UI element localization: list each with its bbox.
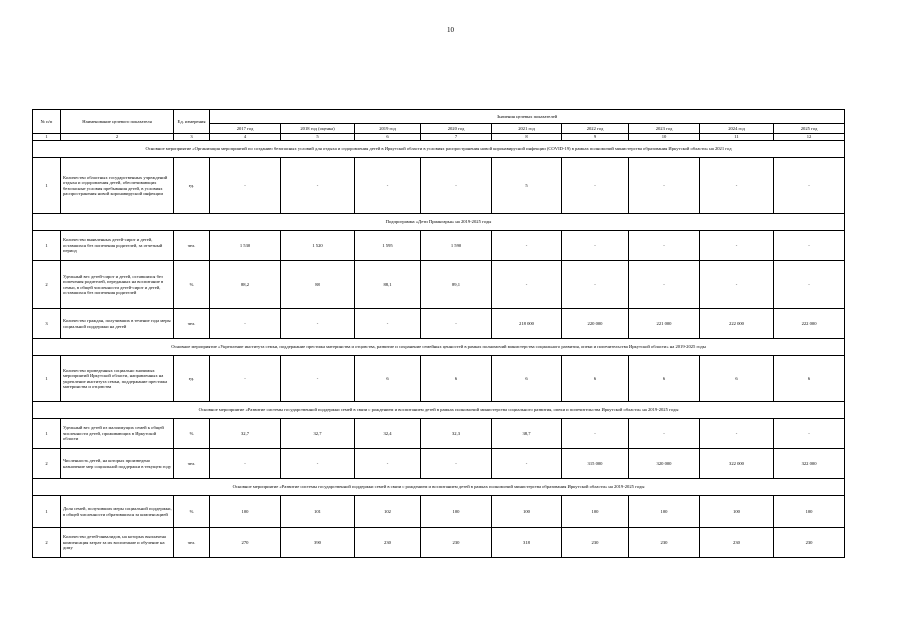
table-row	[33, 419, 845, 449]
value-cell: 320 000	[629, 449, 700, 479]
row-number: 2	[33, 261, 61, 309]
section-row	[33, 141, 845, 158]
column-number: 7	[421, 134, 492, 141]
section-row	[33, 402, 845, 419]
header-row	[33, 110, 845, 124]
value-cell: -	[421, 309, 492, 339]
value-cell: -	[210, 449, 281, 479]
unit-cell: чел.	[174, 449, 210, 479]
value-cell: -	[562, 261, 629, 309]
section-title: Основное мероприятие «Укрепление института семьи, поддержание престижа материнства и отцовства, развитие и сохранение семейных ценностей в рамках полномочий министерства социального развития, опеки и попечительства Иркутской области» на 2019-2025 годы	[33, 339, 845, 356]
column-number: 12	[774, 134, 845, 141]
value-cell: 38,7	[492, 419, 562, 449]
value-cell: 230	[562, 528, 629, 558]
value-cell: -	[774, 419, 845, 449]
column-number: 1	[33, 134, 61, 141]
indicators-table	[32, 109, 845, 558]
value-cell: 100	[421, 496, 492, 528]
column-number: 3	[174, 134, 210, 141]
value-cell: -	[562, 419, 629, 449]
value-cell: 88	[281, 261, 355, 309]
unit-cell: чел.	[174, 528, 210, 558]
section-row	[33, 214, 845, 231]
unit-cell: %	[174, 419, 210, 449]
value-cell: -	[562, 231, 629, 261]
value-cell: 390	[281, 528, 355, 558]
value-cell: 230	[774, 528, 845, 558]
section-row	[33, 479, 845, 496]
value-cell: 270	[210, 528, 281, 558]
column-number: 10	[629, 134, 700, 141]
table-body	[33, 110, 845, 558]
value-cell: 100	[774, 496, 845, 528]
value-cell: 222 000	[700, 309, 774, 339]
indicator-name: Количество детей-инвалидов, на которых выплачена компенсация затрат за их воспитание и обучение на дому	[61, 528, 174, 558]
value-cell: -	[355, 158, 421, 214]
value-cell: 100	[210, 496, 281, 528]
unit-cell: ед.	[174, 356, 210, 402]
indicator-name: Доля семей, получивших меры социальной поддержки, в общей численности обратившихся за компенсацией	[61, 496, 174, 528]
section-title: Основное мероприятие «Развитие системы государственной поддержки семей в связи с рождением и воспитанием детей в рамках полномочий министерства социального развития, опеки и попечительства Иркутской области» на 2019-2025 годы	[33, 402, 845, 419]
value-cell: -	[774, 261, 845, 309]
column-number: 5	[281, 134, 355, 141]
indicator-name: Количество граждан, получивших в течение года меры социальной поддержки на детей	[61, 309, 174, 339]
value-cell: 89,1	[421, 261, 492, 309]
header-year: 2024 год	[700, 124, 774, 134]
value-cell: -	[210, 158, 281, 214]
value-cell: 6	[355, 356, 421, 402]
value-cell: -	[492, 449, 562, 479]
value-cell: -	[700, 158, 774, 214]
value-cell: 102	[355, 496, 421, 528]
value-cell: 218 000	[492, 309, 562, 339]
section-title: Основное мероприятие «Развитие системы государственной поддержки семей в связи с рождением и воспитанием детей в рамках полномочий министерства образования Иркутской области» на 2019-2025 годы	[33, 479, 845, 496]
header-year: 2020 год	[421, 124, 492, 134]
header-year: 2022 год	[562, 124, 629, 134]
value-cell: 222 000	[774, 309, 845, 339]
row-number: 1	[33, 356, 61, 402]
value-cell: -	[629, 261, 700, 309]
value-cell: 100	[562, 496, 629, 528]
value-cell: 322 000	[774, 449, 845, 479]
column-number: 2	[61, 134, 174, 141]
header-year: 2017 год	[210, 124, 281, 134]
column-number: 9	[562, 134, 629, 141]
header-year: 2018 год (оценка)	[281, 124, 355, 134]
header-year: 2021 год	[492, 124, 562, 134]
value-cell: 32,7	[281, 419, 355, 449]
value-cell: -	[281, 356, 355, 402]
section-title: Основное мероприятие «Организация мероприятий по созданию безопасных условий для отдыха и оздоровления детей в Иркутской области в условиях распространения новой коронавирусной инфекции (COVID-19) в рамках полномочий министерства образования Иркутской области» на 2021 год	[33, 141, 845, 158]
column-number: 4	[210, 134, 281, 141]
value-cell: -	[281, 309, 355, 339]
column-number: 6	[355, 134, 421, 141]
unit-cell: ед.	[174, 158, 210, 214]
table-row	[33, 261, 845, 309]
indicator-name: Количество проведенных социально значимых мероприятий Иркутской области, направленных на укрепление института семьи, поддержание престижа материнства и отцовства	[61, 356, 174, 402]
indicator-name: Удельный вес детей из малоимущих семей к общей численности детей, проживающих в Иркутской области	[61, 419, 174, 449]
row-number: 3	[33, 309, 61, 339]
table-row	[33, 449, 845, 479]
value-cell: 1 590	[421, 231, 492, 261]
row-number: 1	[33, 419, 61, 449]
value-cell: -	[355, 449, 421, 479]
indicator-name: Количество областных государственных учреждений отдыха и оздоровления детей, обеспечивающих безопасные условия пребывания детей, в условиях распространения новой коронавирусной инфекции	[61, 158, 174, 214]
value-cell: 88,1	[355, 261, 421, 309]
value-cell: 100	[700, 496, 774, 528]
value-cell: 1 520	[281, 231, 355, 261]
page-number: 10	[447, 26, 454, 34]
value-cell: 6	[492, 356, 562, 402]
value-cell: -	[629, 158, 700, 214]
value-cell: 1 530	[210, 231, 281, 261]
header-num: № п/п	[33, 110, 61, 134]
value-cell: -	[700, 231, 774, 261]
table-row	[33, 356, 845, 402]
value-cell: -	[629, 231, 700, 261]
value-cell: -	[492, 231, 562, 261]
value-cell: 318	[492, 528, 562, 558]
value-cell: 220 000	[562, 309, 629, 339]
value-cell: 1 595	[355, 231, 421, 261]
value-cell: 230	[629, 528, 700, 558]
table-row	[33, 528, 845, 558]
unit-cell: чел.	[174, 309, 210, 339]
value-cell: -	[629, 419, 700, 449]
value-cell: 322 000	[700, 449, 774, 479]
value-cell: 6	[774, 356, 845, 402]
value-cell: -	[700, 261, 774, 309]
header-values-title: Значения целевых показателей	[210, 110, 845, 124]
value-cell: 88,2	[210, 261, 281, 309]
value-cell: -	[562, 158, 629, 214]
indicator-name: Удельный вес детей-сирот и детей, оставшихся без попечения родителей, переданных на воспитание в семьи, в общей численности детей-сирот и детей, оставшихся без попечения родителей	[61, 261, 174, 309]
value-cell: 230	[700, 528, 774, 558]
value-cell: 5	[492, 158, 562, 214]
row-number: 1	[33, 496, 61, 528]
value-cell: 32,3	[421, 419, 492, 449]
header-unit: Ед. измерения	[174, 110, 210, 134]
row-number: 2	[33, 449, 61, 479]
value-cell: -	[421, 158, 492, 214]
value-cell: 32,7	[210, 419, 281, 449]
value-cell: -	[281, 449, 355, 479]
table-row	[33, 496, 845, 528]
header-year: 2019 год	[355, 124, 421, 134]
value-cell: -	[492, 261, 562, 309]
value-cell: -	[281, 158, 355, 214]
value-cell: -	[421, 449, 492, 479]
value-cell: -	[210, 309, 281, 339]
row-number: 2	[33, 528, 61, 558]
value-cell: 315 000	[562, 449, 629, 479]
indicator-name: Численность детей, на которых произведено назначение мер социальной поддержки в текущем году	[61, 449, 174, 479]
value-cell: -	[774, 231, 845, 261]
value-cell: -	[210, 356, 281, 402]
section-title: Подпрограмма «Дети Приангарья» на 2019-2025 годы	[33, 214, 845, 231]
header-year: 2025 год	[774, 124, 845, 134]
column-number: 11	[700, 134, 774, 141]
value-cell: 100	[629, 496, 700, 528]
value-cell: -	[700, 419, 774, 449]
value-cell: -	[774, 158, 845, 214]
value-cell: 6	[629, 356, 700, 402]
value-cell: 32,4	[355, 419, 421, 449]
value-cell: 230	[421, 528, 492, 558]
unit-cell: %	[174, 261, 210, 309]
indicator-name: Количество выявленных детей-сирот и детей, оставшихся без попечения родителей, за отчетный период	[61, 231, 174, 261]
header-name: Наименование целевого показателя	[61, 110, 174, 134]
section-row	[33, 339, 845, 356]
value-cell: 221 000	[629, 309, 700, 339]
row-number: 1	[33, 158, 61, 214]
table-row	[33, 309, 845, 339]
value-cell: 101	[281, 496, 355, 528]
value-cell: 6	[700, 356, 774, 402]
value-cell: 6	[562, 356, 629, 402]
unit-cell: %	[174, 496, 210, 528]
value-cell: 230	[355, 528, 421, 558]
table-row	[33, 158, 845, 214]
column-number: 8	[492, 134, 562, 141]
row-number: 1	[33, 231, 61, 261]
value-cell: 100	[492, 496, 562, 528]
column-numbers-row	[33, 134, 845, 141]
unit-cell: чел.	[174, 231, 210, 261]
header-year: 2023 год	[629, 124, 700, 134]
value-cell: -	[355, 309, 421, 339]
table-row	[33, 231, 845, 261]
value-cell: 6	[421, 356, 492, 402]
